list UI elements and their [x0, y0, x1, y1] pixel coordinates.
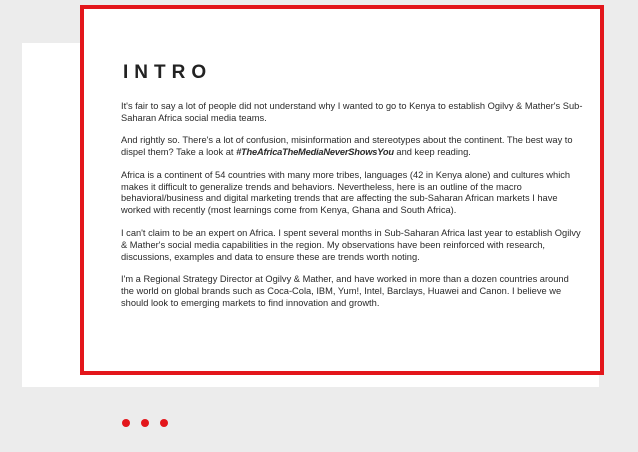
intro-title: INTRO [123, 62, 213, 83]
paragraph-stereotypes [121, 135, 583, 159]
paragraph-stereotypes-lead: And rightly so. There's a lot of confusion, misinformation and stereotypes about the continent. The best way to dispel them? Take a look at [121, 135, 573, 158]
ellipsis-dots [122, 419, 168, 427]
paragraph-expertise: I can't claim to be an expert on Africa. I spent several months in Sub-Saharan Africa last year to establish Ogilvy & Mather's social media capabilities in the region. My observations have been reinforced with research, discussions, examples and data to ensure these are trends worth noting. [121, 227, 581, 262]
paragraph-kenya-reason: It's fair to say a lot of people did not understand why I wanted to go to Kenya to establish Ogilvy & Mather's Sub-Saharan Africa social media teams. [121, 101, 583, 123]
intro-body [121, 101, 583, 320]
paragraph-author: I'm a Regional Strategy Director at Ogilvy & Mather, and have worked in more than a dozen countries around the world on global brands such as Coca-Cola, IBM, Yum!, Intel, Barclays, Huawei and Canon. I believe we should look to emerging markets to find innovation and growth. [121, 273, 569, 308]
dot-icon [141, 419, 149, 427]
dot-icon [160, 419, 168, 427]
paragraph-continent: Africa is a continent of 54 countries with many more tribes, languages (42 in Kenya alone) and cultures which makes it difficult to generalize trends and behaviors. Nevertheless, here is an outline of the macro behavioral/business and digital marketing trends that are affecting the sub-Saharan African markets I have worked with recently (most learnings come from Kenya, Ghana and South Africa). [121, 169, 571, 216]
dot-icon [122, 419, 130, 427]
paragraph-stereotypes-tail: and keep reading. [393, 147, 471, 158]
hashtag-link[interactable]: #TheAfricaTheMediaNeverShowsYou [236, 147, 394, 158]
